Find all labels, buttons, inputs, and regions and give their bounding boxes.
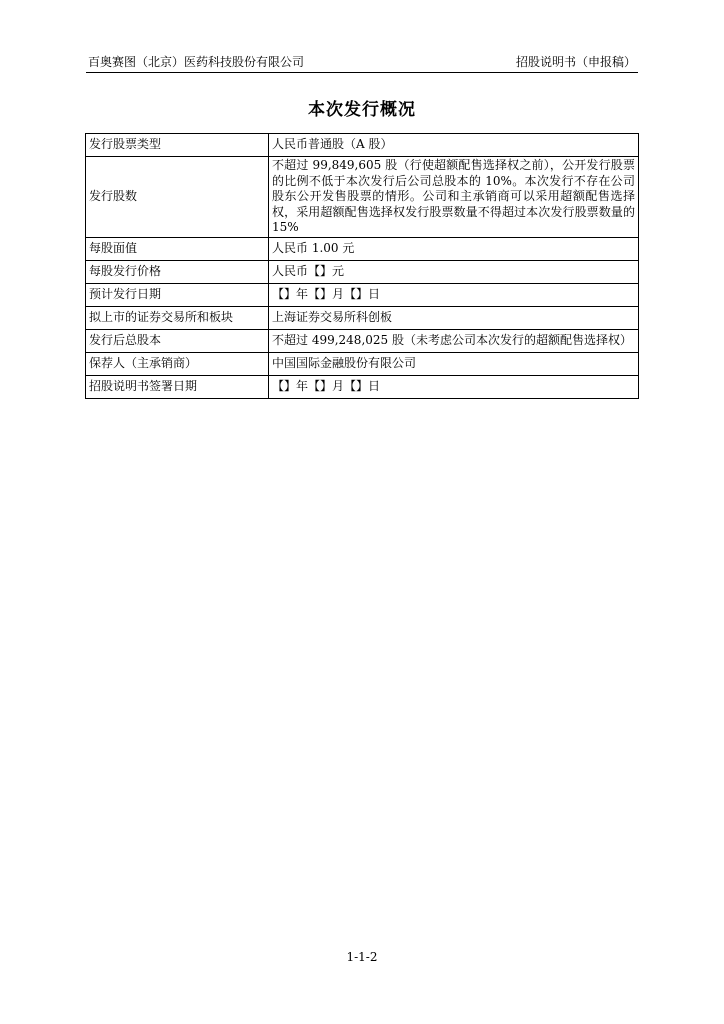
- row-label: 发行股票类型: [86, 134, 269, 157]
- row-label: 发行后总股本: [86, 329, 269, 352]
- row-value: 人民币【】元: [269, 260, 639, 283]
- row-value: 不超过 99,849,605 股（行使超额配售选择权之前），公开发行股票的比例不低于本次发行后公司总股本的 10%。本次发行不存在公司股东公开发售股票的情形。公司和主承销商可以采用超额配售选择权，采用超额配售选择权发行股票数量不得超过本次发行股票数量的 15%: [269, 157, 639, 238]
- row-value: 不超过 499,248,025 股（未考虑公司本次发行的超额配售选择权）: [269, 329, 639, 352]
- table-row: [86, 306, 639, 329]
- page-header: [86, 52, 638, 73]
- row-value: 上海证券交易所科创板: [269, 306, 639, 329]
- row-label: 预计发行日期: [86, 283, 269, 306]
- row-label: 拟上市的证券交易所和板块: [86, 306, 269, 329]
- row-value: 人民币普通股（A 股）: [269, 134, 639, 157]
- row-value: 人民币 1.00 元: [269, 237, 639, 260]
- table-row: [86, 352, 639, 375]
- header-document-name: 招股说明书（申报稿）: [515, 55, 636, 69]
- row-value: 中国国际金融股份有限公司: [269, 352, 639, 375]
- table-row: [86, 329, 639, 352]
- offering-summary-table: [85, 133, 639, 399]
- row-value: 【】年【】月【】日: [269, 375, 639, 398]
- row-label: 招股说明书签署日期: [86, 375, 269, 398]
- row-label: 每股面值: [86, 237, 269, 260]
- table-row: [86, 260, 639, 283]
- table-row: [86, 237, 639, 260]
- table-row: [86, 283, 639, 306]
- row-label: 每股发行价格: [86, 260, 269, 283]
- header-company-name: 百奥赛图（北京）医药科技股份有限公司: [88, 55, 305, 69]
- table-row: [86, 157, 639, 238]
- row-label: 发行股数: [86, 157, 269, 238]
- table-row: [86, 134, 639, 157]
- row-value: 【】年【】月【】日: [269, 283, 639, 306]
- page-title: 本次发行概况: [308, 100, 416, 120]
- table-row: [86, 375, 639, 398]
- page-number: 1-1-2: [346, 950, 378, 964]
- row-label: 保荐人（主承销商）: [86, 352, 269, 375]
